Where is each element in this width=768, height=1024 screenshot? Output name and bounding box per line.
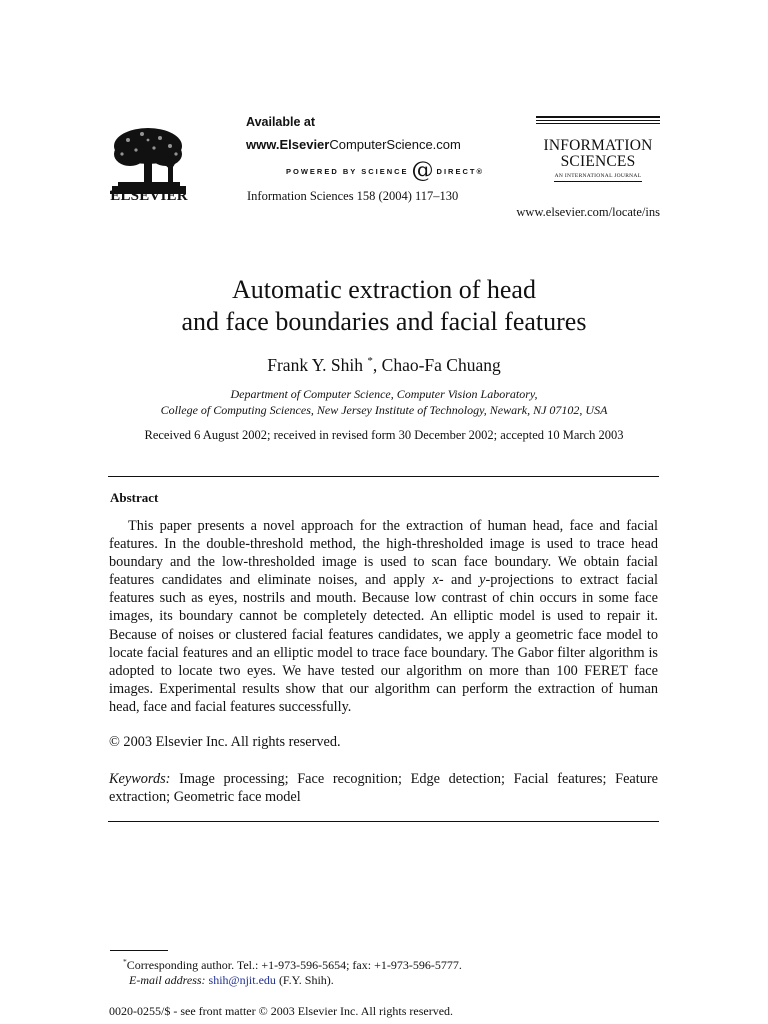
affiliation-line: College of Computing Sciences, New Jersey Institute of Technology, Newark, NJ 07102, USA (160, 403, 608, 417)
abstract-heading: Abstract (110, 490, 159, 505)
powered-left: POWERED BY SCIENCE (286, 166, 409, 176)
footnote-rule (110, 950, 168, 951)
email-link[interactable]: shih@njit.edu (208, 973, 276, 987)
x-variable: x (432, 572, 439, 589)
site-prefix: www. (246, 137, 280, 152)
section-divider (108, 476, 659, 477)
received-dates: Received 6 August 2002; received in revised form 30 December 2002; accepted 10 March 2003 (144, 428, 624, 442)
keywords-label: Keywords: (109, 771, 171, 787)
journal-rule (536, 116, 660, 118)
footnote-email (129, 973, 334, 988)
author-separator: , (372, 355, 382, 375)
sciencedirect-at-icon: @ (411, 158, 434, 183)
paper-title-line2: and face boundaries and facial features (181, 307, 587, 336)
journal-rule (536, 123, 660, 124)
powered-by-sciencedirect (286, 160, 484, 182)
email-owner: (F.Y. Shih). (275, 973, 334, 987)
publisher-name: ELSEVIER (110, 188, 188, 204)
journal-logo (536, 116, 660, 182)
abstract-part: -projections to extract facial features such as eyes, nostrils and mouth. Because low contrast of chin occurs in some face images, its boundary cannot be completely detected. An elliptic model is used to repair it. Because of noises or clustered facial features candidates, we apply a geometric face model to locate facial features and an elliptic model to trace face boundary. The Gabor filter algorithm is adopted to locate two eyes. We have tested our algorithm on more than 100 FERET face images. Experimental results show that our algorithm can perform the extraction of human head, face and facial features successfully. (109, 572, 658, 715)
corresponding-mark: * (367, 355, 373, 368)
journal-citation: Information Sciences 158 (2004) 117–130 (247, 189, 459, 203)
front-matter-line: 0020-0255/$ - see front matter © 2003 Elsevier Inc. All rights reserved. (109, 1004, 454, 1018)
abstract-part: This paper presents a novel approach for the extraction of human head, face and facial features. In the double-threshold method, the high-thresholded image is used to trace head boundary and the low-thresholded image is used to scan face boundary. We obtain facial features candidates and eliminate noises, and apply (109, 518, 658, 589)
footnote-text: Corresponding author. Tel.: +1-973-596-5654; fax: +1-973-596-5777. (126, 958, 462, 972)
site-brand: Elsevier (279, 137, 330, 152)
author-name: Chao-Fa Chuang (381, 355, 501, 375)
copyright-notice: © 2003 Elsevier Inc. All rights reserved. (109, 734, 341, 750)
author-name: Frank Y. Shih (267, 355, 364, 375)
paper-title-line1: Automatic extraction of head (232, 275, 536, 304)
journal-title (536, 138, 660, 170)
section-divider (108, 821, 659, 822)
email-label: E-mail address: (129, 973, 206, 987)
y-variable: y (479, 572, 486, 589)
site-suffix: ComputerScience.com (329, 137, 461, 152)
abstract-text (109, 517, 658, 716)
journal-url[interactable]: www.elsevier.com/locate/ins (516, 205, 660, 219)
journal-title-line1: INFORMATION (543, 137, 653, 154)
abstract-part: - and (438, 572, 480, 589)
affiliation (108, 386, 660, 418)
journal-subtitle: AN INTERNATIONAL JOURNAL (554, 173, 642, 182)
footnote-mark: * (123, 957, 127, 966)
keywords-text: Image processing; Face recognition; Edge detection; Facial features; Feature extraction; Geometric face model (109, 771, 658, 805)
journal-title-line2: SCIENCES (560, 153, 636, 170)
paper-title (108, 274, 660, 338)
powered-right: DIRECT® (436, 166, 484, 176)
footnote-corresponding (123, 957, 462, 973)
site-link[interactable] (246, 137, 461, 152)
keywords (109, 770, 658, 806)
available-at-label: Available at (246, 115, 316, 129)
journal-rule (536, 120, 660, 121)
affiliation-line: Department of Computer Science, Computer Vision Laboratory, (230, 387, 538, 401)
author-list (108, 355, 660, 376)
